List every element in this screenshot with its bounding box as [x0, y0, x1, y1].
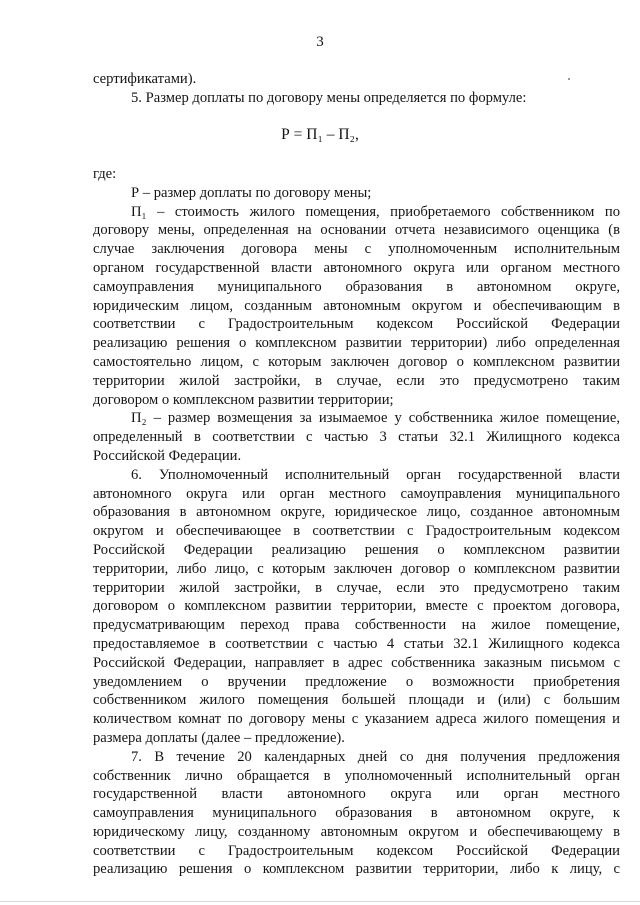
item6-line: территории, либо лицо, с которым заключен договор о комплексном развитии	[93, 560, 620, 577]
definition-p1-line: реализацию решения о комплексном развитии территории) либо определенная	[93, 335, 620, 352]
item7-line: соответствии с Градостроительным кодексом Российской Федерации	[93, 842, 620, 859]
definition-p2-line: Российской Федерации.	[93, 447, 242, 464]
item6-line: количеством комнат по договору мены с указанием адреса жилого помещения и	[93, 711, 620, 728]
item5-heading: 5. Размер доплаты по договору мены определяется по формуле:	[131, 89, 527, 106]
definition-p1-line: самостоятельно лицом, с которым заключен договор о комплексном развитии	[93, 353, 620, 370]
item6-line: Российской Федерации реализацию решения о комплексном развитии	[93, 541, 620, 558]
definition-p2	[93, 409, 620, 465]
item7-line: государственной власти автономного округа или орган местного	[93, 786, 620, 803]
item6-line: собственником жилого помещения большей площади и (или) с большим	[93, 692, 620, 709]
item6-line: автономного округа или орган местного самоуправления муниципального	[93, 485, 620, 502]
definition-p1-line: договором о комплексном развитии территории;	[93, 391, 394, 408]
item6-line: образования в автономном округе, юридическое лицо, созданное автономным	[93, 504, 620, 521]
item7-line: реализацию решения о комплексном развитии территории, либо к лицу, с	[93, 861, 620, 878]
definition-p1-line: П₁ – стоимость жилого помещения, приобретаемого собственником по	[131, 203, 620, 220]
item7-line: юридическому лицу, созданному автономным округом и обеспечивающему в	[93, 823, 620, 840]
definition-p1	[93, 203, 620, 410]
definition-p1-line: договору мены, определенная на основании отчета независимого оценщика (в	[93, 222, 620, 239]
item7-line: самоуправления муниципального образования в автономном округе, к	[93, 805, 620, 822]
item6-line: предоставляемое в соответствии с частью 4 статьи 32.1 Жилищного кодекса	[93, 635, 620, 652]
definition-p1-line: юридическим лицом, созданным автономным округом и обеспечивающим в	[93, 297, 620, 314]
definition-p2-line: П₂ – размер возмещения за изымаемое у собственника жилое помещение,	[131, 410, 620, 427]
item-7	[93, 748, 620, 880]
item6-line: размера доплаты (далее – предложение).	[93, 729, 345, 746]
page-number: 3	[316, 34, 324, 50]
definition-p1-line: случае заключения договора мены с уполномоченным исполнительным	[93, 241, 620, 258]
item6-line: договором о комплексном развитии территории, вместе с проектом договора,	[93, 598, 620, 615]
definition-p2-line: определенный в соответствии с частью 3 статьи 32.1 Жилищного кодекса	[93, 429, 620, 446]
item7-line: собственник лично обращается в уполномоченный исполнительный орган	[93, 767, 620, 784]
definitions-block	[93, 165, 620, 879]
intro-line-1: сертификатами).	[93, 71, 197, 87]
where-label: где:	[93, 166, 117, 182]
item6-line: 6. Уполномоченный исполнительный орган государственной власти	[131, 466, 620, 483]
item7-line: 7. В течение 20 календарных дней со дня получения предложения	[131, 748, 620, 765]
item6-line: предусматривающим переход права собственности на жилое помещение,	[93, 617, 620, 634]
scan-edge-line	[0, 901, 640, 902]
definition-p: Р – размер доплаты по договору мены;	[131, 184, 372, 201]
item6-line: Российской Федерации, направляет в адрес собственника заказным письмом с	[93, 654, 620, 671]
definition-p1-line: соответствии с Градостроительным кодексом Российской Федерации	[93, 316, 620, 333]
item6-line: уведомлением о вручении предложение о возможности приобретения	[93, 673, 620, 690]
intro-block	[93, 70, 620, 108]
item-6	[93, 466, 620, 748]
definition-p1-line: территории жилой застройки, в случае, если это предусмотрено таким	[93, 372, 620, 389]
definition-p1-line: самоуправления муниципального образования в автономном округе,	[93, 278, 620, 295]
item6-line: территории жилой застройки, в случае, если это предусмотрено таким	[93, 579, 620, 596]
formula: Р = П₁ – П₂,	[281, 126, 359, 143]
definition-p1-line: органом государственной власти автономного округа или органом местного	[93, 259, 620, 276]
item6-line: округом и обеспечивающее в соответствии с Градостроительным кодексом	[93, 523, 620, 540]
